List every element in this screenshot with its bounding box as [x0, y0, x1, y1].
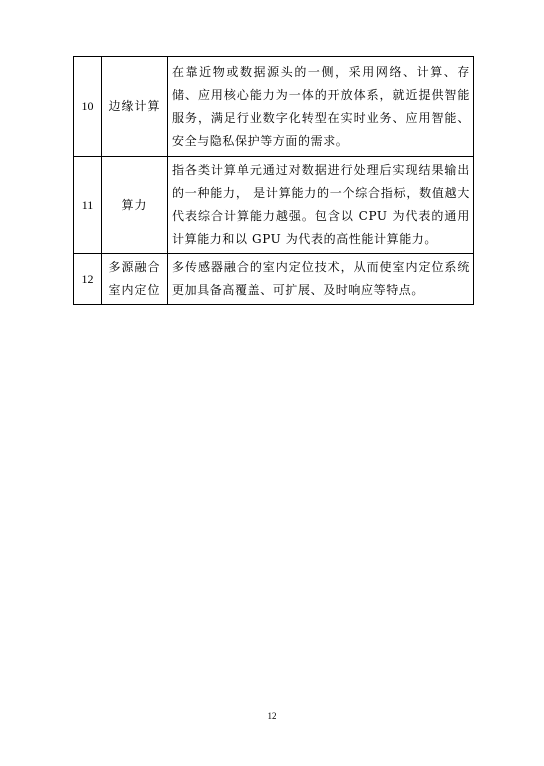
- row-number: 11: [74, 157, 102, 254]
- term-label-line-2: 室内定位: [108, 283, 161, 297]
- term-cell: [102, 254, 168, 305]
- row-number: 12: [74, 254, 102, 305]
- term-label-line-1: 多源融合: [108, 260, 161, 274]
- definition-cell: 在靠近物或数据源头的一侧，采用网络、计算、存储、应用核心能力为一体的开放体系，就近提供智能服务，满足行业数字化转型在实时业务、应用智能、安全与隐私保护等方面的需求。: [168, 57, 474, 157]
- term-label: 边缘计算: [108, 99, 161, 113]
- glossary-table: [73, 56, 474, 305]
- table-row: [74, 57, 474, 157]
- table-row: [74, 157, 474, 254]
- table-row: [74, 254, 474, 305]
- term-cell: [102, 57, 168, 157]
- page-number: 12: [267, 711, 277, 721]
- definition-cell: 多传感器融合的室内定位技术，从而使室内定位系统更加具备高覆盖、可扩展、及时响应等特点。: [168, 254, 474, 305]
- term-label: 算力: [121, 197, 148, 212]
- definition-cell: 指各类计算单元通过对数据进行处理后实现结果输出的一种能力， 是计算能力的一个综合指标，数值越大代表综合计算能力越强。包含以 CPU 为代表的通用计算能力和以 GPU 为代表的高性能计算能力。: [168, 157, 474, 254]
- term-cell: [102, 157, 168, 254]
- row-number: 10: [74, 57, 102, 157]
